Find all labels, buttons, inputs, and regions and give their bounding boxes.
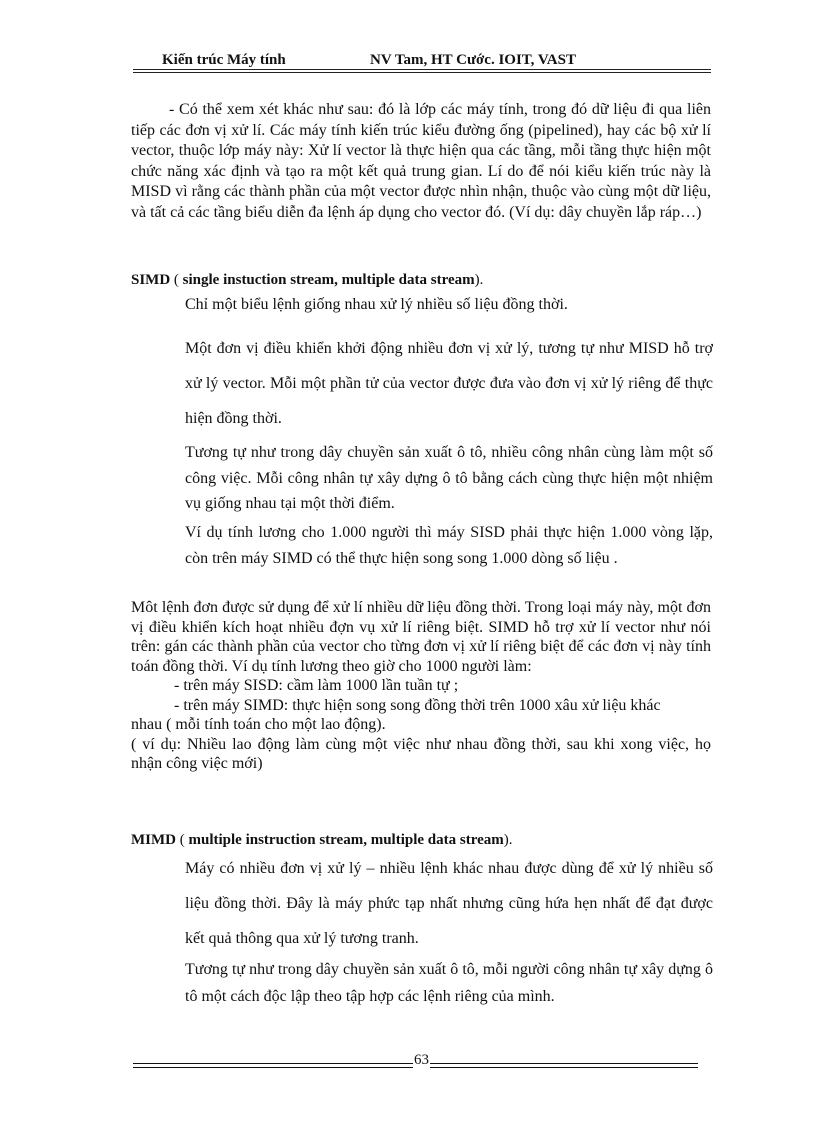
- footer-rule-left: [133, 1063, 413, 1064]
- header-rule: [133, 69, 711, 70]
- simd-bullet-simd-cont: nhau ( mỗi tính toán cho một lao động).: [131, 716, 386, 733]
- simd-example: ( ví dụ: Nhiều lao động làm cùng một việc như nhau đồng thời, sau khi xong việc, họ nhận công việc mới): [131, 735, 711, 772]
- footer-rule-right-double: [430, 1067, 698, 1068]
- simd-bullet-simd: - trên máy SIMD: thực hiện song song đồng thời trên 1000 xâu xử liệu khác: [174, 696, 661, 714]
- simd-heading: [131, 272, 483, 289]
- footer-rule-left-double: [133, 1067, 413, 1068]
- page-number: 63: [414, 1052, 429, 1068]
- mimd-heading: [131, 832, 513, 849]
- simd-paragraph-1: Một đơn vị điều khiển khởi động nhiều đơn vị xử lý, tương tự như MISD hỗ trợ xử lý vector. Mỗi một phần tử của vector được đưa vào đơn vị xử lý riêng để thực hiện đồng thời.: [185, 340, 713, 427]
- mimd-close: ).: [503, 832, 513, 848]
- simd-open: (: [170, 272, 183, 288]
- simd-summary: Chỉ một biểu lệnh giống nhau xử lý nhiều số liệu đồng thời.: [185, 296, 568, 313]
- mimd-paragraph-1: Máy có nhiều đơn vị xử lý – nhiều lệnh khác nhau được dùng để xử lý nhiều số liệu đồng thời. Đây là máy phức tạp nhất nhưng cũng hứa hẹn nhất để đạt được kết quả thông qua xử lý tương tranh.: [185, 860, 713, 947]
- mimd-paragraph-2: Tương tự như trong dây chuyền sản xuất ô tô, mỗi người công nhân tự xây dựng ô tô một cách độc lập theo tập hợp các lệnh riêng của mình.: [185, 961, 713, 1005]
- mimd-term: MIMD: [131, 832, 176, 848]
- simd-term: SIMD: [131, 272, 171, 288]
- simd-explanation: [131, 598, 711, 774]
- intro-paragraph: - Có thể xem xét khác như sau: đó là lớp các máy tính, trong đó dữ liệu đi qua liên tiếp các đơn vị xử lí. Các máy tính kiến trúc kiểu đường ống (pipelined), hay các bộ xử lí vector, thuộc lớp máy này: Xử lí vector là thực hiện qua các tầng, mỗi tầng thực hiện một chức năng xác định và tạo ra một kết quả trung gian. Lí do để nói kiểu kiến trúc này là MISD vì rằng các thành phần của một vector được nhìn nhận, thuộc vào cùng một dữ liệu, và tất cả các tầng biểu diễn đa lệnh áp dụng cho vector đó. (Ví dụ: dây chuyền lắp ráp…): [131, 101, 711, 221]
- simd-definition: single instuction stream, multiple data stream: [182, 272, 475, 288]
- simd-paragraph-4: Môt lệnh đơn được sử dụng để xử lí nhiều dữ liệu đồng thời. Trong loại máy này, một đơn vị điều khiển kích hoạt nhiều đợn vụ xử lí riêng biệt. SIMD hỗ trợ xử lí vector như nói trên: gán các thành phần của vector cho từng đơn vị xử lí riêng biệt để các đơn vị này tính toán đồng thời. Ví dụ tính lương theo giờ cho 1000 người làm:: [131, 599, 711, 675]
- mimd-definition: multiple instruction stream, multiple data stream: [188, 832, 504, 848]
- footer-rule-right: [430, 1063, 698, 1064]
- simd-paragraph-2: Tương tự như trong dây chuyền sản xuất ô tô, nhiều công nhân cùng làm một số công việc. Mỗi công nhân tự xây dựng ô tô bằng cách cùng thực hiện một nhiệm vụ giống nhau tại một thời điểm.: [185, 444, 713, 512]
- simd-bullet-sisd: - trên máy SISD: cầm làm 1000 lần tuần tự ;: [174, 677, 459, 694]
- header-title: Kiến trúc Máy tính: [162, 52, 286, 68]
- simd-paragraph-3: Ví dụ tính lương cho 1.000 người thì máy SISD phải thực hiện 1.000 vòng lặp, còn trên máy SIMD có thể thực hiện song song 1.000 dòng số liệu .: [185, 524, 713, 567]
- mimd-open: (: [176, 832, 189, 848]
- simd-close: ).: [474, 272, 484, 288]
- header-authors: NV Tam, HT Cước. IOIT, VAST: [370, 52, 576, 68]
- header-rule-double: [133, 72, 711, 73]
